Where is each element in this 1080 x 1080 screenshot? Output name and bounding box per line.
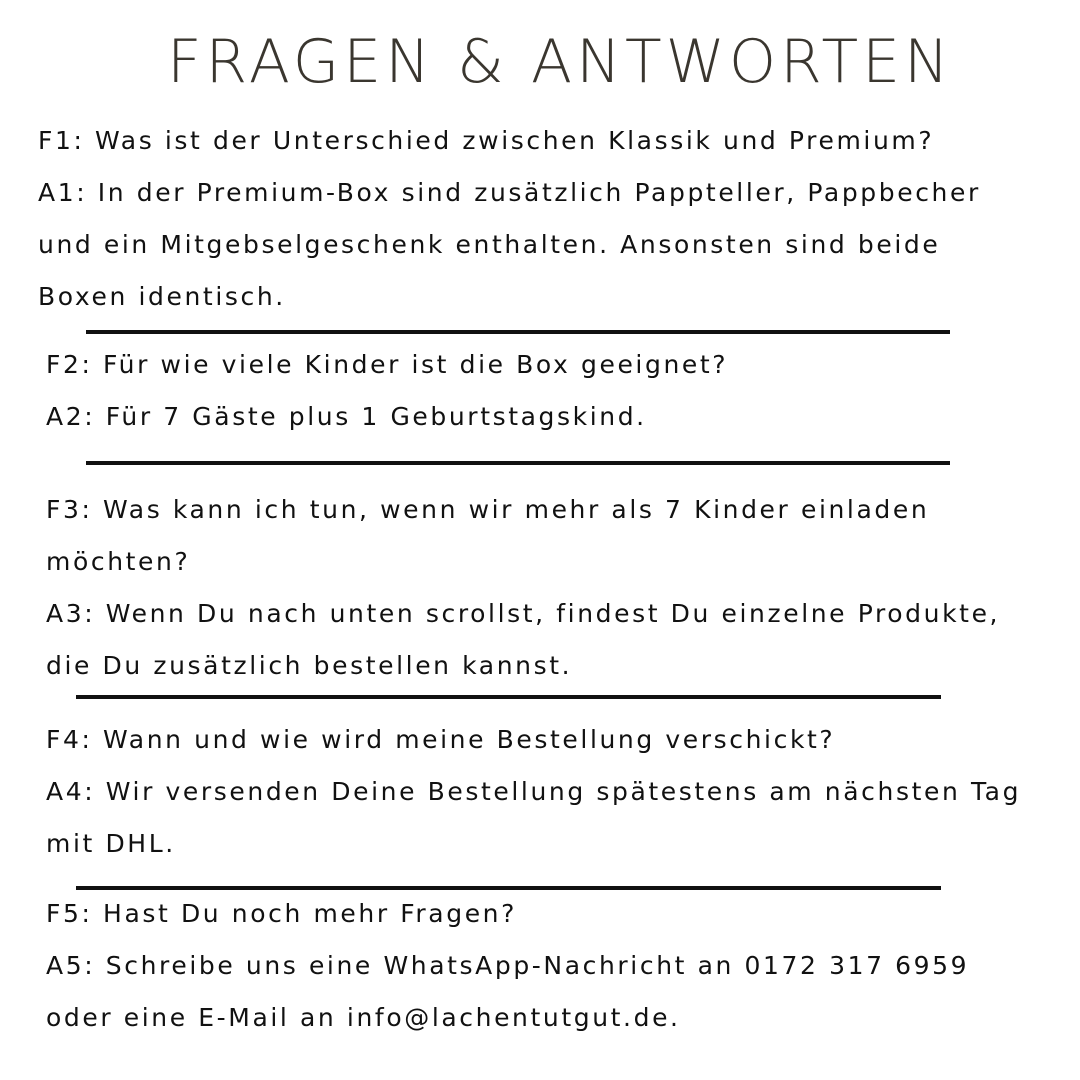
faq-answer: A2: Für 7 Gäste plus 1 Geburtstagskind. — [46, 402, 647, 431]
faq-answer: A4: Wir versenden Deine Bestellung spätestens am nächsten Tag mit DHL. — [46, 777, 1022, 858]
faq-item-2 — [46, 339, 1023, 443]
divider — [76, 695, 941, 699]
faq-item-5 — [46, 888, 1006, 1044]
faq-question: F4: Wann und wie wird meine Bestellung verschickt? — [46, 725, 836, 754]
faq-item-4 — [46, 714, 1031, 870]
faq-item-1 — [38, 115, 1023, 323]
faq-question: F3: Was kann ich tun, wenn wir mehr als 7 Kinder einladen möchten? — [46, 495, 930, 576]
faq-item-3 — [46, 484, 1031, 692]
divider — [86, 330, 950, 334]
faq-answer: A5: Schreibe uns eine WhatsApp-Nachricht an 0172 317 6959 oder eine E-Mail an info@lachentutgut.de. — [46, 951, 970, 1032]
faq-question: F1: Was ist der Unterschied zwischen Klassik und Premium? — [38, 126, 935, 155]
faq-answer: A3: Wenn Du nach unten scrollst, findest Du einzelne Produkte, die Du zusätzlich bestellen kannst. — [46, 599, 1001, 680]
faq-question: F5: Hast Du noch mehr Fragen? — [46, 899, 517, 928]
faq-answer: A1: In der Premium-Box sind zusätzlich Pappteller, Pappbecher und ein Mitgebselgeschenk enthalten. Ansonsten sind beide Boxen identisch. — [38, 178, 981, 311]
page-title: FRAGEN & ANTWORTEN — [167, 27, 953, 97]
divider — [86, 461, 950, 465]
faq-question: F2: Für wie viele Kinder ist die Box geeignet? — [46, 350, 729, 379]
